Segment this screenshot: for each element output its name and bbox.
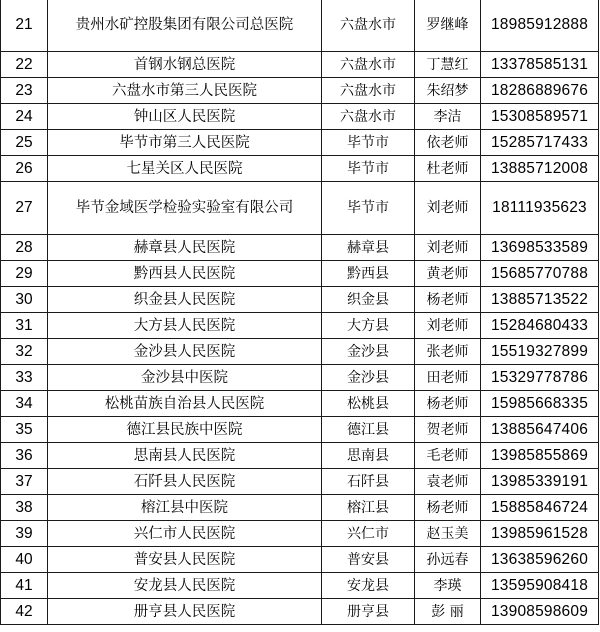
phone-number: 18985912888 — [481, 0, 599, 52]
hospital-name: 思南县人民医院 — [48, 443, 322, 469]
contact-person: 刘老师 — [415, 313, 481, 339]
phone-number: 13638596260 — [481, 547, 599, 573]
phone-number: 15308589571 — [481, 104, 599, 130]
row-number: 22 — [1, 52, 48, 78]
phone-number: 13595908418 — [481, 573, 599, 599]
table-row — [1, 521, 599, 547]
city-name: 毕节市 — [322, 130, 415, 156]
hospital-name: 赫章县人民医院 — [48, 235, 322, 261]
hospital-name: 黔西县人民医院 — [48, 261, 322, 287]
city-name: 黔西县 — [322, 261, 415, 287]
city-name: 毕节市 — [322, 156, 415, 182]
contact-person: 黄老师 — [415, 261, 481, 287]
contact-person: 李洁 — [415, 104, 481, 130]
phone-number: 13378585131 — [481, 52, 599, 78]
row-number: 26 — [1, 156, 48, 182]
contact-person: 罗继峰 — [415, 0, 481, 52]
table-row — [1, 182, 599, 235]
phone-number: 15285717433 — [481, 130, 599, 156]
table-row — [1, 547, 599, 573]
table-row — [1, 365, 599, 391]
contact-person: 依老师 — [415, 130, 481, 156]
city-name: 六盘水市 — [322, 0, 415, 52]
phone-number: 15519327899 — [481, 339, 599, 365]
table-row — [1, 287, 599, 313]
hospital-name: 松桃苗族自治县人民医院 — [48, 391, 322, 417]
contact-person: 毛老师 — [415, 443, 481, 469]
hospital-name: 织金县人民医院 — [48, 287, 322, 313]
phone-number: 13885713522 — [481, 287, 599, 313]
contact-person: 刘老师 — [415, 182, 481, 235]
phone-number: 13908598609 — [481, 599, 599, 625]
row-number: 29 — [1, 261, 48, 287]
city-name: 册亨县 — [322, 599, 415, 625]
phone-number: 13885647406 — [481, 417, 599, 443]
contact-person: 彭 丽 — [415, 599, 481, 625]
hospital-name: 毕节市第三人民医院 — [48, 130, 322, 156]
city-name: 赫章县 — [322, 235, 415, 261]
contact-person: 丁慧红 — [415, 52, 481, 78]
hospital-name: 钟山区人民医院 — [48, 104, 322, 130]
table-row — [1, 469, 599, 495]
row-number: 36 — [1, 443, 48, 469]
row-number: 28 — [1, 235, 48, 261]
hospital-name: 德江县民族中医院 — [48, 417, 322, 443]
city-name: 兴仁市 — [322, 521, 415, 547]
phone-number: 15885846724 — [481, 495, 599, 521]
table-row — [1, 130, 599, 156]
hospital-name: 毕节金域医学检验实验室有限公司 — [48, 182, 322, 235]
hospital-name: 石阡县人民医院 — [48, 469, 322, 495]
city-name: 思南县 — [322, 443, 415, 469]
row-number: 37 — [1, 469, 48, 495]
phone-number: 18286889676 — [481, 78, 599, 104]
table-row — [1, 156, 599, 182]
contact-person: 杨老师 — [415, 391, 481, 417]
city-name: 织金县 — [322, 287, 415, 313]
phone-number: 13985855869 — [481, 443, 599, 469]
city-name: 六盘水市 — [322, 104, 415, 130]
row-number: 34 — [1, 391, 48, 417]
hospital-name: 首钢水钢总医院 — [48, 52, 322, 78]
contact-person: 孙远春 — [415, 547, 481, 573]
contact-person: 赵玉美 — [415, 521, 481, 547]
city-name: 安龙县 — [322, 573, 415, 599]
table-row — [1, 52, 599, 78]
row-number: 27 — [1, 182, 48, 235]
table-row — [1, 235, 599, 261]
table-row — [1, 313, 599, 339]
hospital-name: 榕江县中医院 — [48, 495, 322, 521]
row-number: 30 — [1, 287, 48, 313]
city-name: 普安县 — [322, 547, 415, 573]
table-row — [1, 495, 599, 521]
phone-number: 13698533589 — [481, 235, 599, 261]
row-number: 32 — [1, 339, 48, 365]
contact-person: 刘老师 — [415, 235, 481, 261]
row-number: 25 — [1, 130, 48, 156]
city-name: 石阡县 — [322, 469, 415, 495]
row-number: 41 — [1, 573, 48, 599]
phone-number: 15685770788 — [481, 261, 599, 287]
hospital-name: 贵州水矿控股集团有限公司总医院 — [48, 0, 322, 52]
contact-person: 杨老师 — [415, 495, 481, 521]
hospital-name: 大方县人民医院 — [48, 313, 322, 339]
phone-number: 13985961528 — [481, 521, 599, 547]
city-name: 六盘水市 — [322, 52, 415, 78]
hospital-name: 册亨县人民医院 — [48, 599, 322, 625]
contact-person: 杜老师 — [415, 156, 481, 182]
row-number: 39 — [1, 521, 48, 547]
table-row — [1, 573, 599, 599]
contact-person: 贺老师 — [415, 417, 481, 443]
table-row — [1, 261, 599, 287]
row-number: 23 — [1, 78, 48, 104]
table-row — [1, 443, 599, 469]
table-body — [1, 0, 599, 625]
row-number: 40 — [1, 547, 48, 573]
city-name: 金沙县 — [322, 339, 415, 365]
hospital-name: 金沙县中医院 — [48, 365, 322, 391]
contact-person: 杨老师 — [415, 287, 481, 313]
phone-number: 15284680433 — [481, 313, 599, 339]
table-row — [1, 339, 599, 365]
table-row — [1, 391, 599, 417]
contact-person: 张老师 — [415, 339, 481, 365]
contact-person: 袁老师 — [415, 469, 481, 495]
hospital-name: 七星关区人民医院 — [48, 156, 322, 182]
city-name: 德江县 — [322, 417, 415, 443]
table-row — [1, 0, 599, 52]
city-name: 榕江县 — [322, 495, 415, 521]
phone-number: 15985668335 — [481, 391, 599, 417]
hospital-name: 六盘水市第三人民医院 — [48, 78, 322, 104]
table-row — [1, 78, 599, 104]
city-name: 松桃县 — [322, 391, 415, 417]
hospital-name: 金沙县人民医院 — [48, 339, 322, 365]
table-row — [1, 417, 599, 443]
row-number: 31 — [1, 313, 48, 339]
phone-number: 15329778786 — [481, 365, 599, 391]
phone-number: 13885712008 — [481, 156, 599, 182]
contact-person: 朱绍梦 — [415, 78, 481, 104]
contact-person: 李瑛 — [415, 573, 481, 599]
row-number: 24 — [1, 104, 48, 130]
row-number: 38 — [1, 495, 48, 521]
phone-number: 18111935623 — [481, 182, 599, 235]
contact-person: 田老师 — [415, 365, 481, 391]
row-number: 21 — [1, 0, 48, 52]
phone-number: 13985339191 — [481, 469, 599, 495]
hospital-name: 普安县人民医院 — [48, 547, 322, 573]
row-number: 42 — [1, 599, 48, 625]
city-name: 大方县 — [322, 313, 415, 339]
city-name: 金沙县 — [322, 365, 415, 391]
row-number: 35 — [1, 417, 48, 443]
table-row — [1, 599, 599, 625]
city-name: 毕节市 — [322, 182, 415, 235]
city-name: 六盘水市 — [322, 78, 415, 104]
hospital-name: 兴仁市人民医院 — [48, 521, 322, 547]
row-number: 33 — [1, 365, 48, 391]
table-row — [1, 104, 599, 130]
hospital-name: 安龙县人民医院 — [48, 573, 322, 599]
